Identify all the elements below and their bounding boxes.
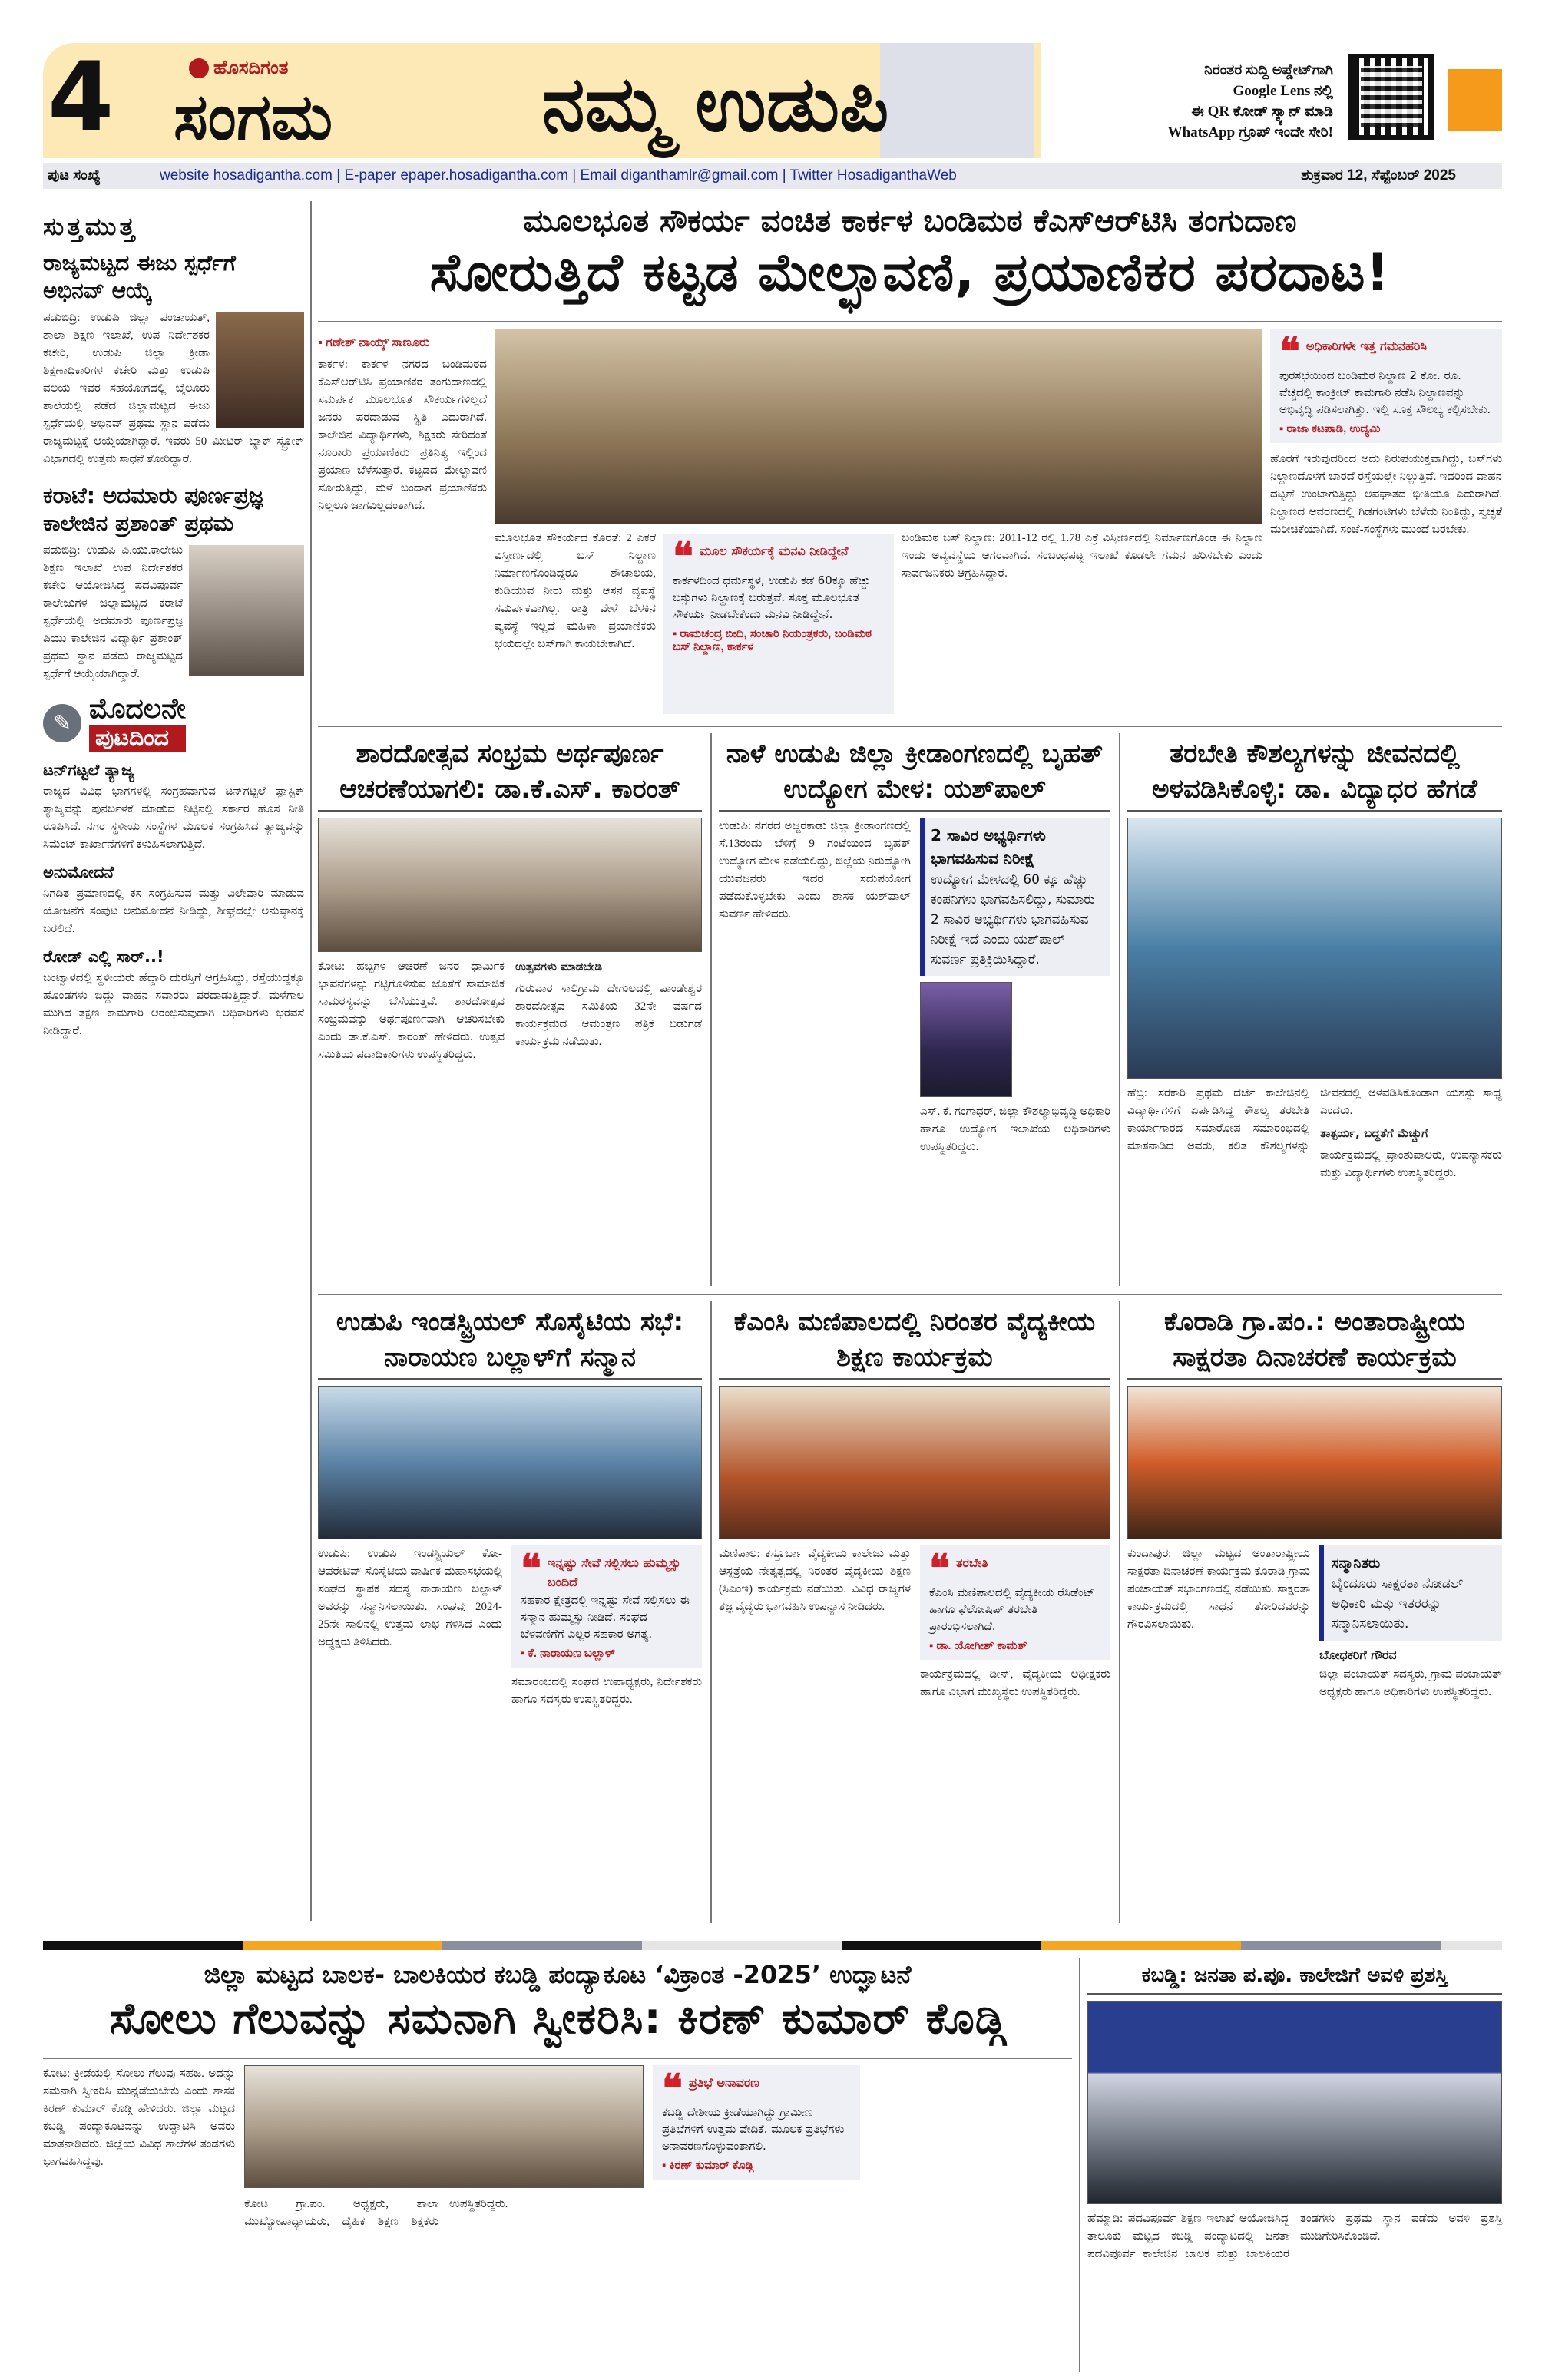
pull-quote-box xyxy=(511,1545,702,1668)
story-photo xyxy=(318,818,702,952)
story-text: ಸಮಾರಂಭದಲ್ಲಿ ಸಂಘದ ಉಪಾಧ್ಯಕ್ಷರು, ನಿರ್ದೇಶಕರು ಹಾಗೂ ಸದಸ್ಯರು ಉಪಸ್ಥಿತರಿದ್ದರು. xyxy=(511,1676,702,1706)
story-body xyxy=(43,542,304,683)
callout-title: ಸನ್ಮಾನಿತರು xyxy=(1332,1555,1381,1572)
lead-body-4: ಹೊರಗೆ ಇರುವುದರಿಂದ ಅದು ನಿರುಪಯುಕ್ತವಾಗಿದ್ದು, ಬಸ್‌ಗಳು ನಿಲ್ದಾಣದೊಳಗೆ ಬಾರದೆ ರಸ್ತೆಯಲ್ಲೇ ನಿಲ್ಲುತ್ತಿವೆ. ಇದರಿಂದ ವಾಹನ ದಟ್ಟಣೆ ಉಂಟಾಗುತ್ತಿದ್ದು ಅಪಘಾತದ ಭೀತಿಯೂ ಎದುರಾಗಿದೆ. ನಿಲ್ದಾಣದ ಆವರಣದಲ್ಲಿ ಗಿಡಗಂಟಿಗಳು ಬೆಳೆದು ನಿಂತಿದ್ದು, ಸ್ವಚ್ಛತೆ ಮರೀಚಿಕೆಯಾಗಿದೆ. ಸಂಜೆ-ಸಂಸ್ಥೆಗಳು ಮುಂದೆ ಬರಬೇಕು. xyxy=(1270,453,1502,536)
story-headline: ನಾಳೆ ಉಡುಪಿ ಜಿಲ್ಲಾ ಕ್ರೀಡಾಂಗಣದಲ್ಲಿ ಬೃಹತ್ ಉದ್ಯೋಗ ಮೇಳ: ಯಶ್‌ಪಾಲ್ xyxy=(719,733,1110,812)
quote-icon: ❝ xyxy=(662,2065,683,2111)
divider xyxy=(318,726,1502,727)
subheading: ಬೋಧಕರಿಗೆ ಗೌರವ xyxy=(1319,1648,1397,1662)
pull-quote-text: ಸಹಕಾರ ಕ್ಷೇತ್ರದಲ್ಲಿ ಇನ್ನಷ್ಟು ಸೇವೆ ಸಲ್ಲಿಸಲು ಈ ಸನ್ಮಾನ ಹುಮ್ಮಸ್ಸು ನೀಡಿದೆ. ಸಂಘದ ಬೆಳವಣಿಗೆಗೆ ಎಲ್ಲರ ಸಹಕಾರ ಅಗತ್ಯ. xyxy=(521,1593,690,1641)
qr-line-1: ನಿರಂತರ ಸುದ್ದಿ ಅಪ್ಡೇಟ್‌ಗಾಗಿ xyxy=(1204,62,1333,78)
story-headline: ಕಬಡ್ಡಿ: ಜನತಾ ಪ.ಪೂ. ಕಾಲೇಜಿಗೆ ಅವಳಿ ಪ್ರಶಸ್ತಿ xyxy=(1087,1958,1502,1995)
callout-text: ಉದ್ಯೋಗ ಮೇಳದಲ್ಲಿ 60 ಕ್ಕೂ ಹೆಚ್ಚು ಕಂಪನಿಗಳು ಭಾಗವಹಿಸಲಿದ್ದು, ಸುಮಾರು 2 ಸಾವಿರ ಅಭ್ಯರ್ಥಿಗಳು ಭಾಗವಹಿಸುವ ನಿರೀಕ್ಷೆ ಇದೆ ಎಂದು ಯಶ್‌ಪಾಲ್ ಸುವರ್ಣ ಪ್ರತಿಕ್ರಿಯಿಸಿದ್ದಾರೆ. xyxy=(931,872,1095,967)
pull-quote-source: ▪ ಕೆ. ನಾರಾಯಣ ಬಲ್ಲಾಳ್ xyxy=(521,1647,615,1660)
story-photo xyxy=(719,1386,1110,1539)
story-side xyxy=(1319,1545,1502,1701)
pull-quote-text: ಪುರಸಭೆಯಿಂದ ಬಂಡಿಮಠ ನಿಲ್ದಾಣ 2 ಕೋ. ರೂ. ವೆಚ್ಚದಲ್ಲಿ ಕಾಂಕ್ರೀಟ್ ಕಾಮಗಾರಿ ನಡೆಸಿ ನಿಲ್ದಾಣವನ್ನು ಅಭಿವೃದ್ಧಿ ಪಡಿಸಲಾಗಿತ್ತು. ಇಲ್ಲಿ ಸೂಕ್ತ ಸೌಲಭ್ಯ ಕಲ್ಪಿಸಬೇಕು. xyxy=(1279,369,1491,416)
story-headline: ಕರಾಟೆ: ಅದಮಾರು ಪೂರ್ಣಪ್ರಜ್ಞ ಕಾಲೇಜಿನ ಪ್ರಶಾಂತ್ ಪ್ರಥಮ xyxy=(43,483,263,536)
pull-quote-source: ▪ ಕಿರಣ್ ಕುಮಾರ್ ಕೊಡ್ಗಿ xyxy=(662,2159,754,2172)
page-label: ಪುಟ ಸಂಖ್ಯೆ xyxy=(48,167,101,183)
story-headline: ಶಾರದೋತ್ಸವ ಸಂಭ್ರಮ ಅರ್ಥಪೂರ್ಣ ಆಚರಣೆಯಾಗಲಿ: ಡಾ.ಕೆ.ಎಸ್. ಕಾರಂತ್ xyxy=(318,733,702,812)
qr-promo-text xyxy=(1041,60,1333,143)
quote-icon: ❝ xyxy=(521,1545,541,1591)
column-divider xyxy=(710,733,712,1286)
callout-box xyxy=(920,818,1110,976)
lead-body-1: ಕಾರ್ಕಳ: ಕಾರ್ಕಳ ನಗರದ ಬಂಡಿಮಠದ ಕೆಎಸ್‌ಆರ್‌ಟಿಸಿ ಪ್ರಯಾಣಿಕರ ತಂಗುದಾಣದಲ್ಲಿ ಸಮರ್ಪಕ ಮೂಲಭೂತ ಸೌಕರ್ಯಗಳಿಲ್ಲದೆ ಜನರು ಪರದಾಡುವ ಸ್ಥಿತಿ ಎದುರಾಗಿದೆ. ಕಾಲೇಜಿನ ವಿದ್ಯಾರ್ಥಿಗಳು, ಶಿಕ್ಷಕರು ಸೇರಿದಂತೆ ನೂರಾರು ಪ್ರಯಾಣಿಕರು ಪ್ರತಿನಿತ್ಯ ಇಲ್ಲಿಂದ ಪ್ರಯಾಣ ಬೆಳೆಸುತ್ತಾರೆ. ಕಟ್ಟಡದ ಮೇಲ್ಛಾವಣಿ ಸೋರುತ್ತಿದ್ದು, ಮಳೆ ಬಂದಾಗ ಪ್ರಯಾಣಿಕರು ನಿಲ್ಲಲೂ ಜಾಗವಿಲ್ಲದಂತಾಗಿದೆ. xyxy=(318,359,487,512)
bottom-photo xyxy=(244,2065,644,2188)
story-text: ಉಡುಪಿ: ನಗರದ ಅಜ್ಜರಕಾಡು ಜಿಲ್ಲಾ ಕ್ರೀಡಾಂಗಣದಲ್ಲಿ ಸೆ.13ರಂದು ಬೆಳಿಗ್ಗೆ 9 ಗಂಟೆಯಿಂದ ಬೃಹತ್ ಉದ್ಯೋಗ ಮೇಳ ನಡೆಯಲಿದ್ದು, ಜಿಲ್ಲೆಯ ನಿರುದ್ಯೋಗಿ ಯುವಜನರು ಇದರ ಸದುಪಯೋಗ ಪಡೆದುಕೊಳ್ಳಬೇಕು ಎಂದು ಶಾಸಕ ಯಶ್‌ಪಾಲ್ ಸುವರ್ಣ ಹೇಳಿದರು. xyxy=(719,820,911,921)
callout-box xyxy=(1319,1545,1502,1641)
pull-quote-title: ಪ್ರತಿಭೆ ಅನಾವರಣ xyxy=(688,2075,759,2090)
qr-code-icon[interactable] xyxy=(1348,54,1434,140)
story-content xyxy=(318,1545,702,1709)
continued-title xyxy=(89,694,186,752)
email-link[interactable]: Email diganthamlr@gmail.com xyxy=(580,167,779,183)
info-bar xyxy=(43,163,1502,189)
column-divider xyxy=(1079,1958,1080,2372)
story-text: ಕೋಟ: ಕ್ರೀಡೆಯಲ್ಲಿ ಸೋಲು ಗೆಲುವು ಸಹಜ. ಅದನ್ನು ಸಮನಾಗಿ ಸ್ವೀಕರಿಸಿ ಮುನ್ನಡೆಯಬೇಕು ಎಂದು ಶಾಸಕ ಕಿರಣ್ ಕುಮಾರ್ ಕೊಡ್ಗಿ ಹೇಳಿದರು. ಜಿಲ್ಲಾ ಮಟ್ಟದ ಕಬಡ್ಡಿ ಪಂದ್ಯಾಕೂಟವನ್ನು ಉದ್ಘಾಟಿಸಿ ಅವರು ಮಾತನಾಡಿದರು. ಜಿಲ್ಲೆಯ ವಿವಿಧ ಶಾಲೆಗಳ ತಂಡಗಳು ಭಾಗವಹಿಸಿದ್ದವು. xyxy=(43,2068,235,2168)
pull-quote-title: ತರಬೇತಿ xyxy=(955,1555,988,1570)
pull-quote-text: ಕಾರ್ಕಳದಿಂದ ಧರ್ಮಸ್ಥಳ, ಉಡುಪಿ ಕಡೆ 60ಕ್ಕೂ ಹೆಚ್ಚು ಬಸ್ಸುಗಳು ನಿಲ್ದಾಣಕ್ಕೆ ಬರುತ್ತವೆ. ಸೂಕ್ತ ಮೂಲಭೂತ ಸೌಕರ್ಯ ನೀಡಬೇಕೆಂದು ಮನವಿ ನೀಡಿದ್ದೇನೆ. xyxy=(673,574,871,621)
story-text: ಪಡುಬಿದ್ರಿ: ಉಡುಪಿ ಜಿಲ್ಲಾ ಪಂಚಾಯತ್, ಶಾಲಾ ಶಿಕ್ಷಣ ಇಲಾಖೆ, ಉಪ ನಿರ್ದೇಶಕರ ಕಚೇರಿ, ಉಡುಪಿ ಜಿಲ್ಲಾ ಕ್ರೀಡಾ ಶಿಕ್ಷಣಾಧಿಕಾರಿಗಳ ಕಚೇರಿ ಮತ್ತು ಉಡುಪಿ ವಲಯ ಇವರ ಸಹಯೋಗದಲ್ಲಿ ಬೈಲೂರು ಶಾಲೆಯಲ್ಲಿ ನಡೆದ ಜಿಲ್ಲಾಮಟ್ಟದ ಈಜು ಸ್ಪರ್ಧೆಯಲ್ಲಿ ಅಭಿನವ್ ಪ್ರಥಮ ಸ್ಥಾನ ಪಡೆದು ರಾಜ್ಯಮಟ್ಟಕ್ಕೆ ಆಯ್ಕೆಯಾಗಿದ್ದಾರೆ. ಇವರು 50 ಮೀಟರ್ ಬ್ಯಾಕ್ ಸ್ಟ್ರೋಕ್ ವಿಭಾಗದಲ್ಲಿ ಉತ್ತಮ ಸಾಧನೆ ತೋರಿದ್ದಾರೆ. xyxy=(43,312,304,465)
issue-date: ಶುಕ್ರವಾರ 12, ಸೆಪ್ಟೆಂಬರ್ 2025 xyxy=(1301,167,1456,183)
pull-quote-box xyxy=(663,534,894,714)
divider xyxy=(318,1294,1502,1295)
contact-links: website hosadigantha.com | E-paper epaper.hosadigantha.com | Email diganthamlr@gmail.com | Twitter HosadiganthaWeb xyxy=(160,167,957,183)
story-headline: ತರಬೇತಿ ಕೌಶಲ್ಯಗಳನ್ನು ಜೀವನದಲ್ಲಿ ಅಳವಡಿಸಿಕೊಳ್ಳಿ: ಡಾ. ವಿದ್ಯಾಧರ ಹೆಗಡೆ xyxy=(1127,733,1502,812)
qr-line-2: Google Lens ನಲ್ಲಿ xyxy=(1233,83,1333,99)
story-udyoga xyxy=(719,733,1110,1156)
pull-quote-title: ಅಧಿಕಾರಿಗಳೇ ಇತ್ತ ಗಮನಹರಿಸಿ xyxy=(1305,339,1427,353)
website-link[interactable]: website hosadigantha.com xyxy=(160,167,333,183)
bottom-column-2 xyxy=(244,2196,644,2231)
lead-story xyxy=(318,201,1502,306)
column-divider xyxy=(1119,1301,1120,1923)
bottom-kicker: ಜಿಲ್ಲಾ ಮಟ್ಟದ ಬಾಲಕ- ಬಾಲಕಿಯರ ಕಬಡ್ಡಿ ಪಂದ್ಯಾಕೂಟ ‘ವಿಕ್ರಾಂತ -2025’ ಉದ್ಘಾಟನೆ xyxy=(204,1960,912,1989)
portrait-photo xyxy=(216,312,304,428)
story-text: ಪಡುಬಿದ್ರಿ: ಉಡುಪಿ ಪಿ.ಯು.ಕಾಲೇಜು ಶಿಕ್ಷಣ ಇಲಾಖೆ ಉಪ ನಿರ್ದೇಶಕರ ಕಚೇರಿ ಆಯೋಜಿಸಿದ್ದ ಪದವಿಪೂರ್ವ ಕಾಲೇಜುಗಳ ಜಿಲ್ಲಾಮಟ್ಟದ ಕರಾಟೆ ಸ್ಪರ್ಧೆಯಲ್ಲಿ ಅದಮಾರು ಪೂರ್ಣಪ್ರಜ್ಞ ಪಿಯು ಕಾಲೇಜಿನ ವಿದ್ಯಾರ್ಥಿ ಪ್ರಶಾಂತ್ ಪ್ರಥಮ ಸ್ಥಾನ ಪಡೆದು ರಾಜ್ಯಮಟ್ಟದ ಸ್ಪರ್ಧೆಗೆ ಆಯ್ಕೆಯಾಗಿದ್ದಾರೆ. xyxy=(43,544,183,680)
lead-photo xyxy=(495,329,1262,524)
story-text: ನಿಗದಿತ ಪ್ರಮಾಣದಲ್ಲಿ ಕಸ ಸಂಗ್ರಹಿಸುವ ಮತ್ತು ವಿಲೇವಾರಿ ಮಾಡುವ ಯೋಜನೆಗೆ ಸಂಪುಟ ಅನುಮೋದನೆ ನೀಡಿದ್ದು, ಶೀಘ್ರದಲ್ಲೇ ಅನುಷ್ಠಾನಕ್ಕೆ ಬರಲಿದೆ. xyxy=(43,888,304,935)
subheading: ಉತ್ಸವಗಳು ಮಾಡಬೇಡಿ xyxy=(515,960,602,973)
story-text: ಗುರುವಾರ ಸಾಲಿಗ್ರಾಮ ದೇಗುಲದಲ್ಲಿ ಪಾಂಡೇಶ್ವರ ಶಾರದೋತ್ಸವ ಸಮಿತಿಯ 32ನೇ ವರ್ಷದ ಕಾರ್ಯಕ್ರಮದ ಆಮಂತ್ರಣ ಪತ್ರಿಕೆ ಬಿಡುಗಡೆ ಕಾರ್ಯಕ್ರಮ ನಡೆಯಿತು. xyxy=(515,983,702,1048)
pull-quote-box xyxy=(920,1545,1110,1660)
column-title: ಸುತ್ತಮುತ್ತ xyxy=(43,212,138,241)
subheading: ಟನ್‌ಗಟ್ಟಲೆ ತ್ಯಾಜ್ಯ xyxy=(43,761,134,779)
story-industry xyxy=(318,1301,702,1709)
story-text: ಬಂಟ್ವಾಳದಲ್ಲಿ ಸ್ಥಳೀಯರು ಹೆದ್ದಾರಿ ದುರಸ್ತಿಗೆ ಆಗ್ರಹಿಸಿದ್ದು, ರಸ್ತೆಯುದ್ದಕ್ಕೂ ಹೊಂಡಗಳು ಬಿದ್ದು ವಾಹನ ಸವಾರರು ಪರದಾಡುತ್ತಿದ್ದಾರೆ. ಮಳೆಗಾಲ ಮುಗಿದ ತಕ್ಷಣ ಕಾಮಗಾರಿ ಆರಂಭಿಸುವುದಾಗಿ ಅಧಿಕಾರಿಗಳು ಭರವಸೆ ನೀಡಿದ್ದಾರೆ. xyxy=(43,972,304,1037)
story-content xyxy=(719,1545,1110,1701)
subheading: ಅನುಮೋದನೆ xyxy=(43,863,114,881)
pull-quote-title: ಮೂಲ ಸೌಕರ್ಯಕ್ಕೆ ಮನವಿ ನೀಡಿದ್ದೇನೆ xyxy=(699,544,849,558)
subheading: ತಾತ್ಪರ್ಯ, ಬದ್ಧತೆಗೆ ಮೆಚ್ಚುಗೆ xyxy=(1320,1126,1428,1140)
subheading: ರೋಡ್ ಎಲ್ಲಿ ಸಾರ್..! xyxy=(43,947,164,966)
column-divider xyxy=(310,201,312,1921)
portrait-photo xyxy=(920,982,1012,1097)
callout-text: ಬೈಂದೂರು ಸಾಕ್ಷರತಾ ನೋಡಲ್ ಅಧಿಕಾರಿ ಮತ್ತು ಇತರರನ್ನು ಸನ್ಮಾನಿಸಲಾಯಿತು. xyxy=(1332,1576,1464,1631)
story-photo xyxy=(1127,818,1502,1079)
masthead-accent xyxy=(1448,69,1502,131)
twitter-link[interactable]: Twitter HosadiganthaWeb xyxy=(789,167,957,183)
brand-logo xyxy=(189,57,289,78)
byline: ▪ ಗಣೇಶ್ ನಾಯ್ಕ್ ಸಾಣೂರು xyxy=(318,336,430,349)
masthead-gray-block xyxy=(880,43,1034,158)
story-text: ಕೋಟ ಗ್ರಾ.ಪಂ. ಅಧ್ಯಕ್ಷರು, ಶಾಲಾ ಮುಖ್ಯೋಪಾಧ್ಯಾಯರು, ದೈಹಿಕ ಶಿಕ್ಷಣ ಶಿಕ್ಷಕರು ಉಪಸ್ಥಿತರಿದ್ದರು. xyxy=(244,2198,508,2228)
story-text: ಎಸ್. ಕೆ. ಗಂಗಾಧರ್, ಜಿಲ್ಲಾ ಕೌಶಲ್ಯಾಭಿವೃದ್ಧಿ ಅಧಿಕಾರಿ ಹಾಗೂ ಉದ್ಯೋಗ ಇಲಾಖೆಯ ಅಧಿಕಾರಿಗಳು ಉಪಸ್ಥಿತರಿದ್ದರು. xyxy=(920,1106,1110,1153)
epaper-link[interactable]: E-paper epaper.hosadigantha.com xyxy=(344,167,569,183)
column-divider xyxy=(1119,733,1120,1286)
pull-quote-source: ▪ ರಾಮಚಂದ್ರ ಬೀದಿ, ಸಂಚಾರಿ ನಿಯಂತ್ರಕರು, ಬಂಡಿಮಠ ಬಸ್ ನಿಲ್ದಾಣ, ಕಾರ್ಕಳ xyxy=(673,627,872,653)
quote-icon: ❝ xyxy=(673,534,693,579)
lead-kicker: ಮೂಲಭೂತ ಸೌಕರ್ಯ ವಂಚಿತ ಕಾರ್ಕಳ ಬಂಡಿಮಠ ಕೆಎಸ್‌ಆರ್‌ಟಿಸಿ ತಂಗುದಾಣ xyxy=(523,203,1297,239)
pull-quote-box xyxy=(1270,329,1502,443)
story-text: ಕಾರ್ಯಕ್ರಮದಲ್ಲಿ ಡೀನ್, ವೈದ್ಯಕೀಯ ಅಧೀಕ್ಷಕರು ಹಾಗೂ ವಿಭಾಗ ಮುಖ್ಯಸ್ಥರು ಉಪಸ್ಥಿತರಿದ್ದರು. xyxy=(920,1668,1110,1698)
divider xyxy=(318,321,1502,322)
story-text: ಉಡುಪಿ: ಉಡುಪಿ ಇಂಡಸ್ಟ್ರಿಯಲ್ ಕೋ-ಆಪರೇಟಿವ್ ಸೊಸೈಟಿಯ ವಾರ್ಷಿಕ ಮಹಾಸಭೆಯಲ್ಲಿ ಸಂಘದ ಸ್ಥಾಪಕ ಸದಸ್ಯ ನಾರಾಯಣ ಬಲ್ಲಾಳ್ ಅವರನ್ನು ಸನ್ಮಾನಿಸಲಾಯಿತು. ಸಂಘವು 2024-25ನೇ ಸಾಲಿನಲ್ಲಿ ಉತ್ತಮ ಲಾಭ ಗಳಿಸಿದೆ ಎಂದು ಅಧ್ಯಕ್ಷರು ತಿಳಿಸಿದರು. xyxy=(318,1548,502,1648)
story-text: ಕಾರ್ಯಕ್ರಮದಲ್ಲಿ ಪ್ರಾಂಶುಪಾಲರು, ಉಪನ್ಯಾಸಕರು ಮತ್ತು ವಿದ್ಯಾರ್ಥಿಗಳು ಉಪಸ್ಥಿತರಿದ್ದರು. xyxy=(1320,1149,1502,1179)
story-text: ಮಣಿಪಾಲ: ಕಸ್ತೂರ್ಬಾ ವೈದ್ಯಕೀಯ ಕಾಲೇಜು ಮತ್ತು ಆಸ್ಪತ್ರೆಯ ನೇತೃತ್ವದಲ್ಲಿ ನಿರಂತರ ವೈದ್ಯಕೀಯ ಶಿಕ್ಷಣ (ಸಿಎಂಇ) ಕಾರ್ಯಕ್ರಮ ನಡೆಯಿತು. ವಿವಿಧ ರಾಜ್ಯಗಳ ತಜ್ಞ ವೈದ್ಯರು ಭಾಗವಹಿಸಿ ಉಪನ್ಯಾಸ ನೀಡಿದರು. xyxy=(719,1548,911,1613)
story-text: ಜಿಲ್ಲಾ ಪಂಚಾಯತ್ ಸದಸ್ಯರು, ಗ್ರಾಮ ಪಂಚಾಯತ್ ಅಧ್ಯಕ್ಷರು ಹಾಗೂ ಅಧಿಕಾರಿಗಳು ಉಪಸ್ಥಿತರಿದ್ದರು. xyxy=(1319,1668,1502,1698)
lead-body-2: ಮೂಲಭೂತ ಸೌಕರ್ಯದ ಕೊರತೆ: 2 ಎಕರೆ ವಿಸ್ತೀರ್ಣದಲ್ಲಿ ಬಸ್ ನಿಲ್ದಾಣ ನಿರ್ಮಾಣಗೊಂಡಿದ್ದರೂ ಶೌಚಾಲಯ, ಕುಡಿಯುವ ನೀರು ಮತ್ತು ಆಸನ ವ್ಯವಸ್ಥೆ ಸಮರ್ಪಕವಾಗಿಲ್ಲ. ರಾತ್ರಿ ವೇಳೆ ಬೆಳಕಿನ ವ್ಯವಸ್ಥೆ ಇಲ್ಲದೆ ಮಹಿಳಾ ಪ್ರಯಾಣಿಕರು ಭಯದಲ್ಲೇ ಬಸ್‌ಗಾಗಿ ಕಾಯಬೇಕಾಗಿದೆ. xyxy=(495,532,656,650)
page-number: 4 xyxy=(48,42,114,153)
callout-title: 2 ಸಾವಿರ ಅಭ್ಯರ್ಥಿಗಳು ಭಾಗವಹಿಸುವ ನಿರೀಕ್ಷೆ xyxy=(931,826,1046,868)
column-divider xyxy=(710,1301,712,1923)
divider xyxy=(43,2058,1072,2059)
bottom-column-1 xyxy=(43,2065,235,2171)
edition-title: ನಮ್ಮ ಉಡುಪಿ xyxy=(542,59,889,149)
story-content xyxy=(719,818,1110,1156)
pull-quote-text: ಕೆಎಂಸಿ ಮಣಿಪಾಲದಲ್ಲಿ ವೈದ್ಯಕೀಯ ರೆಸಿಡೆಂಟ್ ಹಾಗೂ ಫೆಲೋಷಿಪ್ ತರಬೇತಿ ಪ್ರಾರಂಭಿಸಲಾಗಿದೆ. xyxy=(929,1585,1095,1633)
bottom-column-3 xyxy=(653,2065,860,2180)
section-title: ಸಂಗಮ xyxy=(174,79,333,154)
lead-column-1 xyxy=(318,329,487,515)
story-text: ರಾಜ್ಯದ ವಿವಿಧ ಭಾಗಗಳಲ್ಲಿ ಸಂಗ್ರಹವಾಗುವ ಟನ್‌ಗಟ್ಟಲೆ ಪ್ಲಾಸ್ಟಿಕ್ ತ್ಯಾಜ್ಯವನ್ನು ಪುನರ್ಬಳಕೆ ಮಾಡುವ ನಿಟ್ಟಿನಲ್ಲಿ ಸರ್ಕಾರ ಹೊಸ ನೀತಿ ರೂಪಿಸಿದೆ. ನಗರ ಸ್ಥಳೀಯ ಸಂಸ್ಥೆಗಳ ಮೂಲಕ ಸಂಗ್ರಹಿಸಿದ ತ್ಯಾಜ್ಯವನ್ನು ಸಿಮೆಂಟ್ ಕಾರ್ಖಾನೆಗಳಿಗೆ ಕಳುಹಿಸಲಾಗುತ್ತಿದೆ. xyxy=(43,785,304,851)
pull-quote-title: ಇನ್ನಷ್ಟು ಸೇವೆ ಸಲ್ಲಿಸಲು ಹುಮ್ಮಸ್ಸು ಬಂದಿದೆ xyxy=(547,1555,681,1589)
continued-from-front-banner xyxy=(43,694,304,752)
story-korady xyxy=(1127,1301,1502,1701)
story-photo xyxy=(318,1386,702,1539)
pencil-icon: ✎ xyxy=(43,704,81,742)
bottom-side-story xyxy=(1087,1958,1502,2263)
lead-body-3: ಬಂಡಿಮಠ ಬಸ್ ನಿಲ್ದಾಣ: 2011-12 ರಲ್ಲಿ 1.78 ಎಕ್ರೆ ವಿಸ್ತೀರ್ಣದಲ್ಲಿ ನಿರ್ಮಾಣಗೊಂಡ ಈ ನಿಲ್ದಾಣ ಇಂದು ಅವ್ಯವಸ್ಥೆಯ ಆಗರವಾಗಿದೆ. ಸಂಬಂಧಪಟ್ಟ ಇಲಾಖೆ ಕೂಡಲೇ ಗಮನ ಹರಿಸಬೇಕು ಎಂದು ಸಾರ್ವಜನಿಕರು ಆಗ್ರಹಿಸಿದ್ದಾರೆ. xyxy=(902,532,1262,580)
story-content xyxy=(1127,1545,1502,1701)
lead-column-4 xyxy=(1270,329,1502,539)
continued-title-line-1: ಮೊದಲನೇ xyxy=(89,693,186,725)
bottom-headline: ಸೋಲು ಗೆಲುವನ್ನು ಸಮನಾಗಿ ಸ್ವೀಕರಿಸಿ: ಕಿರಣ್ ಕುಮಾರ್ ಕೊಡ್ಗಿ xyxy=(109,1994,1006,2044)
pull-quote-box xyxy=(653,2065,860,2180)
brand-emblem-icon xyxy=(189,58,209,78)
masthead xyxy=(43,43,1502,158)
quote-icon: ❝ xyxy=(929,1545,950,1591)
section-stripe xyxy=(43,1941,1502,1950)
story-text: ಕೋಟ: ಹಬ್ಬಗಳ ಆಚರಣೆ ಜನರ ಧಾರ್ಮಿಕ ಭಾವನೆಗಳನ್ನು ಗಟ್ಟಿಗೊಳಿಸುವ ಜೊತೆಗೆ ಸಾಮಾಜಿಕ ಸಾಮರಸ್ಯವನ್ನು ಬೆಸೆಯುತ್ತವೆ. ಶಾರದೋತ್ಸವ ಸಂಭ್ರಮವನ್ನು ಅರ್ಥಪೂರ್ಣವಾಗಿ ಆಚರಿಸಬೇಕು ಎಂದು ಡಾ.ಕೆ.ಎಸ್. ಕಾರಂತ್ ಹೇಳಿದರು. ಉತ್ಸವ ಸಮಿತಿಯ ಪದಾಧಿಕಾರಿಗಳು ಉಪಸ್ಥಿತರಿದ್ದರು. xyxy=(318,960,505,1061)
lead-column-2 xyxy=(495,530,656,653)
story-headline: ಕೆಎಂಸಿ ಮಣಿಪಾಲದಲ್ಲಿ ನಿರಂತರ ವೈದ್ಯಕೀಯ ಶಿಕ್ಷಣ ಕಾರ್ಯಕ್ರಮ xyxy=(719,1301,1110,1380)
story-headline: ಕೊರಾಡಿ ಗ್ರಾ.ಪಂ.: ಅಂತಾರಾಷ್ಟ್ರೀಯ ಸಾಕ್ಷರತಾ ದಿನಾಚರಣೆ ಕಾರ್ಯಕ್ರಮ xyxy=(1127,1301,1502,1380)
story-text: ಹೆಮ್ಮಾಡಿ: ಪದವಿಪೂರ್ವ ಶಿಕ್ಷಣ ಇಲಾಖೆ ಆಯೋಜಿಸಿದ್ದ ತಾಲೂಕು ಮಟ್ಟದ ಕಬಡ್ಡಿ ಪಂದ್ಯಾಟದಲ್ಲಿ ಜನತಾ ಪದವಿಪೂರ್ವ ಕಾಲೇಜಿನ ಬಾಲಕ ಮತ್ತು ಬಾಲಕಿಯರ ತಂಡಗಳು ಪ್ರಥಮ ಸ್ಥಾನ ಪಡೆದು ಅವಳಿ ಪ್ರಶಸ್ತಿ ಮುಡಿಗೇರಿಸಿಕೊಂಡಿವೆ. xyxy=(1087,2213,1502,2260)
bottom-lead-story xyxy=(43,1958,1072,2047)
story-headline: ಉಡುಪಿ ಇಂಡಸ್ಟ್ರಿಯಲ್ ಸೊಸೈಟಿಯ ಸಭೆ: ನಾರಾಯಣ ಬಲ್ಲಾಳ್‌ಗೆ ಸನ್ಮಾನ xyxy=(318,1301,702,1380)
continued-title-line-2: ಪುಟದಿಂದ xyxy=(89,725,186,752)
pull-quote-source: ▪ ರಾಜಾ ಕಟಪಾಡಿ, ಉದ್ಯಮಿ xyxy=(1279,422,1381,435)
quote-icon: ❝ xyxy=(1279,329,1300,374)
pull-quote-source: ▪ ಡಾ. ಯೋಗೀಶ್ ಕಾಮತ್ xyxy=(929,1639,1027,1652)
lead-headline: ಸೋರುತ್ತಿದೆ ಕಟ್ಟಡ ಮೇಲ್ಛಾವಣಿ, ಪ್ರಯಾಣಿಕರ ಪರದಾಟ! xyxy=(429,243,1391,303)
story-text: ಹೆಬ್ರಿ: ಸರಕಾರಿ ಪ್ರಥಮ ದರ್ಜೆ ಕಾಲೇಜಿನಲ್ಲಿ ವಿದ್ಯಾರ್ಥಿಗಳಿಗೆ ಏರ್ಪಡಿಸಿದ್ದ ಕೌಶಲ್ಯ ತರಬೇತಿ ಕಾರ್ಯಾಗಾರದ ಸಮಾರೋಪ ಸಮಾರಂಭದಲ್ಲಿ ಮಾತನಾಡಿದ ಅವರು, ಕಲಿತ ಕೌಶಲ್ಯಗಳನ್ನು ಜೀವನದಲ್ಲಿ ಅಳವಡಿಸಿಕೊಂಡಾಗ ಯಶಸ್ಸು ಸಾಧ್ಯ ಎಂದರು. xyxy=(1127,1087,1502,1152)
brand-name: ಹೊಸದಿಗಂತ xyxy=(213,57,289,78)
story-side xyxy=(920,1545,1110,1701)
left-column xyxy=(43,201,304,1921)
story-body xyxy=(43,309,304,468)
story-side xyxy=(920,818,1110,1156)
story-photo xyxy=(1127,1386,1502,1539)
qr-line-3: ಈ QR ಕೋಡ್ ಸ್ಕ್ಯಾನ್ ಮಾಡಿ xyxy=(1191,104,1333,120)
story-side xyxy=(511,1545,702,1709)
story-headline: ರಾಜ್ಯಮಟ್ಟದ ಈಜು ಸ್ಪರ್ಧೆಗೆ ಅಭಿನವ್ ಆಯ್ಕೆ xyxy=(43,250,236,303)
portrait-photo xyxy=(189,545,304,676)
lead-column-3 xyxy=(902,530,1262,583)
qr-line-4: WhatsApp ಗ್ರೂಪ್ ಇಂದೇ ಸೇರಿ! xyxy=(1167,124,1333,140)
story-photo xyxy=(1087,2001,1502,2204)
story-text: ಕುಂದಾಪುರ: ಜಿಲ್ಲಾ ಮಟ್ಟದ ಅಂತಾರಾಷ್ಟ್ರೀಯ ಸಾಕ್ಷರತಾ ದಿನಾಚರಣೆ ಕಾರ್ಯಕ್ರಮ ಕೊರಾಡಿ ಗ್ರಾಮ ಪಂಚಾಯತ್ ಸಭಾಂಗಣದಲ್ಲಿ ನಡೆಯಿತು. ಸಾಕ್ಷರತಾ ಕಾರ್ಯಕ್ರಮದಲ್ಲಿ ಸಾಧನೆ ತೋರಿದವರನ್ನು ಗೌರವಿಸಲಾಯಿತು. xyxy=(1127,1548,1310,1631)
story-tarabeti xyxy=(1127,733,1502,1182)
pull-quote-text: ಕಬಡ್ಡಿ ದೇಶೀಯ ಕ್ರೀಡೆಯಾಗಿದ್ದು ಗ್ರಾಮೀಣ ಪ್ರತಿಭೆಗಳಿಗೆ ಉತ್ತಮ ವೇದಿಕೆ. ಮೂಲಕ ಪ್ರತಿಭೆಗಳು ಅನಾವರಣಗೊಳ್ಳುವಂತಾಗಲಿ. xyxy=(662,2105,845,2153)
story-body xyxy=(318,958,702,1064)
story-kmc xyxy=(719,1301,1110,1701)
story-sharada xyxy=(318,733,702,1064)
story-body xyxy=(1127,1085,1502,1182)
